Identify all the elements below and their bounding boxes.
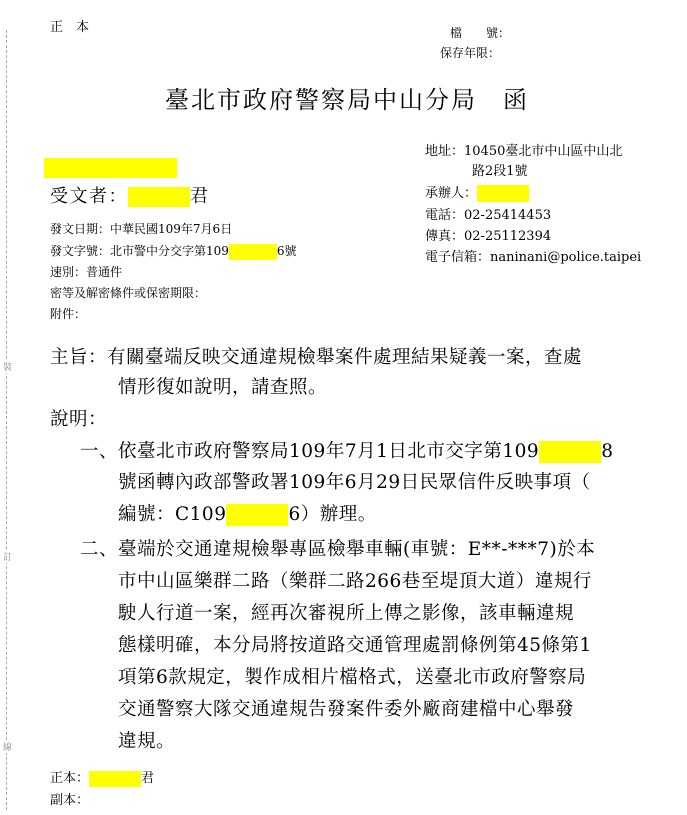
redacted-contact: [477, 185, 529, 202]
item1-text-3a: 編號：C109: [118, 504, 227, 525]
redacted-recipient-name: [128, 187, 190, 207]
address-label: 地址：: [425, 144, 465, 159]
item2-number: 二、: [80, 539, 119, 560]
subject-line2: 情形復如說明，請查照。: [118, 377, 328, 398]
explanation-label: 說明：: [50, 409, 108, 430]
redacted-item1-number: [226, 504, 288, 526]
fax-row: [425, 225, 551, 244]
issue-date: 中華民國109年7月6日: [110, 222, 233, 236]
reference-label: 發文字號：: [50, 244, 111, 258]
item2-line2: 市中山區樂群二路（樂群二路266巷至堤頂大道）違規行: [118, 571, 592, 592]
speed-label: 速別：: [50, 265, 87, 279]
phone-row: [425, 204, 551, 223]
issue-date-row: [50, 220, 232, 237]
redacted-recipient-address: [44, 158, 177, 178]
recipient-label: 受文者：: [50, 186, 128, 207]
speed-row: [50, 263, 122, 280]
item2-text-1: 臺端於交通違規檢舉專區檢舉車輛(車號：E**-***7)於本: [118, 539, 596, 560]
reference-prefix: 北市警中分交字第109: [110, 244, 229, 258]
file-number-label: 檔 號：: [450, 26, 511, 40]
original-suffix: 君: [141, 771, 155, 786]
document-title: 臺北市政府警察局中山分局 函: [165, 86, 529, 114]
copy-type: 正 本: [50, 20, 90, 35]
retention-label: 保存年限：: [440, 46, 501, 60]
item2-line4: 態樣明確，本分局將按道路交通管理處罰條例第45條第1: [118, 635, 592, 656]
subject-text-1: 有關臺端反映交通違規檢舉案件處理結果疑義一案，查處: [107, 347, 583, 368]
item2-line5: 項第6款規定，製作成相片檔格式，送臺北市政府警察局: [118, 667, 587, 688]
address-line1: [425, 140, 622, 159]
redacted-item1-ref: [539, 441, 601, 463]
reference-row: [50, 242, 297, 260]
address-line2: 路2段1號: [472, 164, 528, 179]
item2-line6: 交通警察大隊交通違規告發案件委外廠商建檔中心舉發: [118, 699, 575, 720]
recipient-suffix: 君: [190, 186, 210, 207]
binding-mark-3: 線: [3, 740, 12, 753]
speed-value: 普通件: [86, 265, 123, 279]
email-label: 電子信箱：: [425, 250, 491, 265]
item1-line1: [80, 437, 613, 463]
item1-text-1a: 依臺北市政府警察局109年7月1日北市交字第109: [118, 441, 540, 462]
fax-label: 傳真：: [425, 229, 465, 244]
phone-value: 02-25414453: [464, 208, 552, 223]
item1-line3: [118, 500, 377, 526]
attachment-label: 附件：: [50, 307, 87, 321]
item1-number: 一、: [80, 441, 119, 462]
issue-date-label: 發文日期：: [50, 222, 111, 236]
contact-label: 承辦人：: [425, 186, 478, 201]
item1-text-3b: 6）辦理。: [288, 504, 377, 525]
copy-recipient-label: 副本：: [50, 793, 90, 808]
email-value: naninani@police.taipei: [490, 250, 642, 265]
original-recipient-row: [50, 767, 154, 787]
item2-line7: 違規。: [118, 731, 176, 752]
item2-line1: [80, 535, 595, 561]
subject-label: 主旨：: [50, 347, 108, 368]
binding-line: [6, 30, 7, 810]
reference-suffix: 6號: [276, 244, 297, 258]
binding-mark-1: 裝: [3, 360, 12, 373]
binding-mark-2: 訂: [3, 550, 12, 563]
address-value: 10450臺北市中山區中山北: [464, 144, 623, 159]
redacted-original-recipient: [89, 771, 141, 787]
item2-line3: 駛人行道一案，經再次審視所上傳之影像，該車輛違規: [118, 603, 575, 624]
phone-label: 電話：: [425, 208, 465, 223]
original-label: 正本：: [50, 771, 90, 786]
redacted-reference: [229, 244, 277, 260]
email-row: [425, 246, 641, 265]
item1-text-1b: 8: [601, 441, 614, 462]
contact-row: [425, 182, 529, 202]
item1-line2: 號函轉內政部警政署109年6月29日民眾信件反映事項（: [118, 472, 591, 493]
fax-value: 02-25112394: [464, 229, 552, 244]
recipient-row: [50, 182, 210, 208]
subject-line1: [50, 343, 582, 369]
secrecy-label: 密等及解密條件或保密期限：: [50, 286, 207, 300]
